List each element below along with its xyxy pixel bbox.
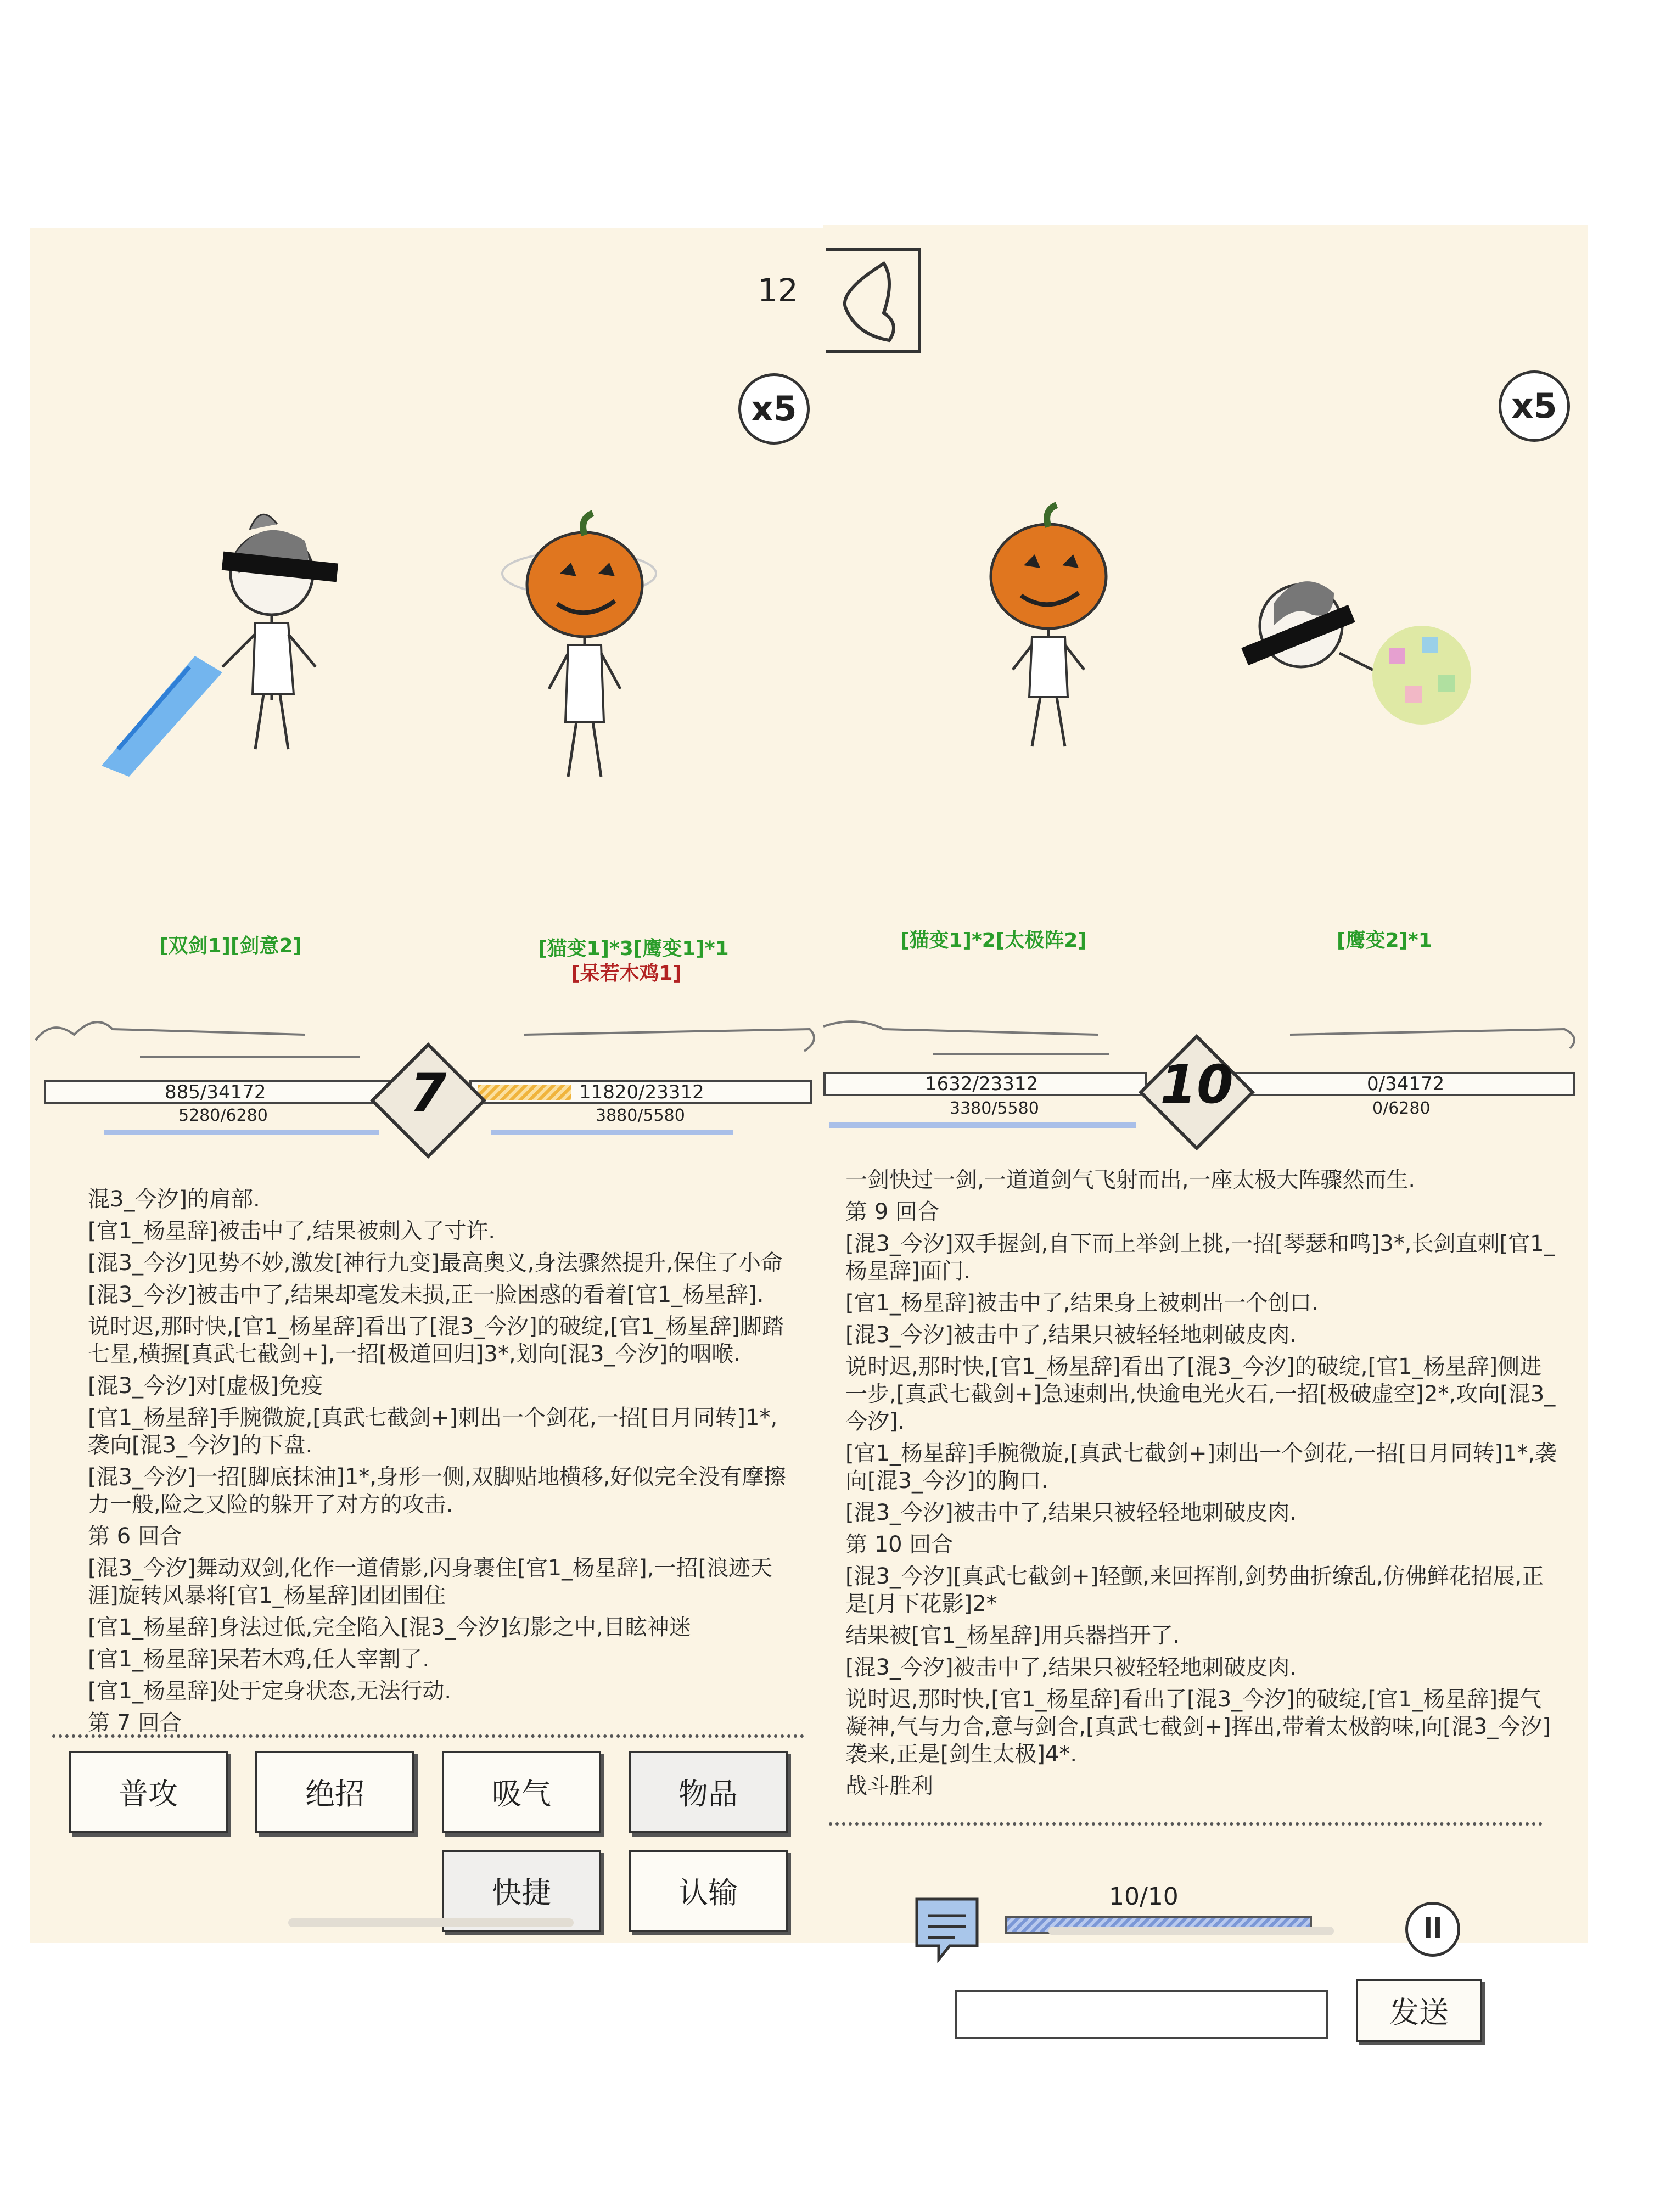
log-line: [官1_杨星辞]手腕微旋,[真武七截剑+]刺出一个剑花,一招[日月同转]1*,袭向[混3_今汐]的胸口. — [845, 1441, 1557, 1494]
breathe-button[interactable]: 吸气 — [442, 1751, 601, 1833]
log-line: [混3_今汐]舞动双剑,化作一道倩影,闪身裹住[官1_杨星辞],一招[浪迹天涯]旋转风暴将[官1_杨星辞]团团围住 — [88, 1556, 773, 1608]
left-hp-text: 1632/23312 — [925, 1073, 1039, 1095]
shortcut-button[interactable]: 快捷 — [442, 1850, 601, 1932]
log-line: 说时迟,那时快,[官1_杨星辞]看出了[混3_今汐]的破绽,[官1_杨星辞]脚踏七星,横握[真武七截剑+],一招[极道回归]3*,划向[混3_今汐]的咽喉. — [88, 1314, 784, 1367]
log-line: 一剑快过一剑,一道道剑气飞射而出,一座太极大阵骤然而生. — [845, 1167, 1416, 1193]
right-fighter-debuff: [呆若木鸡1] — [571, 962, 682, 985]
turn-counter: 12 — [758, 272, 798, 309]
pause-icon[interactable]: ll — [1405, 1902, 1460, 1957]
log-line: [混3_今汐]被击中了,结果只被轻轻地刺破皮肉. — [845, 1500, 1297, 1525]
home-indicator — [288, 1918, 574, 1927]
left-mp-text: 5280/6280 — [178, 1106, 268, 1125]
battle-log — [88, 1186, 790, 1741]
chat-bubble-icon[interactable] — [911, 1894, 983, 1965]
progress-label: 10/10 — [1109, 1883, 1179, 1911]
log-line: [官1_杨星辞]被击中了,结果身上被刺出一个创口. — [845, 1290, 1319, 1316]
back-arrow-icon[interactable] — [823, 247, 928, 357]
fighter-defeated-figure — [1241, 554, 1471, 752]
right-fighter-status: [鹰变2]*1 — [1337, 929, 1432, 952]
log-line: 结果被[官1_杨星辞]用兵器挡开了. — [845, 1623, 1180, 1648]
battle-screen-left — [30, 228, 823, 1943]
left-mp-bar — [829, 1122, 1136, 1128]
log-line: [混3_今汐]一招[脚底抹油]1*,身形一侧,双脚贴地横移,好似完全没有摩擦力一般,险之又险的躲开了对方的攻击. — [88, 1464, 786, 1517]
log-line: 说时迟,那时快,[官1_杨星辞]看出了[混3_今汐]的破绽,[官1_杨星辞]侧进一步,[真武七截剑+]急速刺出,快逾电光火石,一招[极破虚空]2*,攻向[混3_今汐]. — [845, 1354, 1556, 1434]
log-line: 第 9 回合 — [845, 1199, 939, 1225]
right-hp-fill — [478, 1085, 571, 1100]
left-hp-text: 885/34172 — [165, 1081, 266, 1103]
log-line: [混3_今汐]双手握剑,自下而上举剑上挑,一招[琴瑟和鸣]3*,长剑直刺[官1_杨星辞]面门. — [845, 1231, 1555, 1284]
right-mp-text: 0/6280 — [1372, 1099, 1431, 1118]
log-line: [混3_今汐]被击中了,结果只被轻轻地刺破皮肉. — [845, 1655, 1297, 1680]
fighter-swordswoman-figure — [96, 491, 382, 799]
log-line: [混3_今汐][真武七截剑+]轻颤,来回挥削,剑势曲折缭乱,仿佛鲜花招展,正是[月下花影]2* — [845, 1564, 1544, 1616]
log-line: 说时迟,那时快,[官1_杨星辞]看出了[混3_今汐]的破绽,[官1_杨星辞]提气凝神,气与力合,意与剑合,[真武七截剑+]挥出,带着太极韵味,向[混3_今汐]袭来,正是[剑生太极]4*. — [845, 1687, 1551, 1767]
log-line: [混3_今汐]被击中了,结果却毫发未损,正一脸困惑的看着[官1_杨星辞]. — [88, 1282, 764, 1307]
log-line: [混3_今汐]见势不妙,激发[神行九变]最高奥义,身法骤然提升,保住了小命 — [88, 1250, 783, 1276]
left-fighter-status: [双剑1][剑意2] — [159, 935, 302, 957]
log-line: [混3_今汐]被击中了,结果只被轻轻地刺破皮肉. — [845, 1322, 1297, 1348]
fighter-pumpkin-figure — [961, 505, 1136, 752]
log-line: [官1_杨星辞]呆若木鸡,任人宰割了. — [88, 1647, 430, 1672]
log-line: [官1_杨星辞]被击中了,结果被刺入了寸许. — [88, 1219, 496, 1244]
speed-toggle-button[interactable]: x5 — [738, 373, 810, 445]
round-number: 10 — [1160, 1054, 1233, 1115]
right-hp-text: 0/34172 — [1367, 1073, 1445, 1095]
log-line: [官1_杨星辞]身法过低,完全陷入[混3_今汐]幻影之中,目眩神迷 — [88, 1615, 691, 1640]
left-fighter-status: [猫变1]*2[太极阵2] — [900, 929, 1087, 952]
speed-toggle-button[interactable]: x5 — [1499, 370, 1570, 442]
log-line: 第 10 回合 — [845, 1532, 954, 1557]
home-indicator — [1048, 1927, 1334, 1935]
left-mp-text: 3380/5580 — [950, 1099, 1039, 1118]
log-line: [混3_今汐]对[虚极]免疫 — [88, 1373, 323, 1399]
right-mp-bar — [491, 1130, 733, 1135]
log-divider — [52, 1734, 804, 1738]
left-mp-bar — [104, 1130, 379, 1135]
log-divider — [829, 1822, 1543, 1826]
round-number: 7 — [410, 1062, 447, 1124]
attack-button[interactable]: 普攻 — [69, 1751, 228, 1833]
battle-screen-right — [823, 225, 1588, 2030]
battle-log — [845, 1166, 1559, 1804]
log-line: 混3_今汐]的肩部. — [88, 1187, 260, 1212]
chat-input[interactable] — [955, 1990, 1328, 2039]
right-fighter-status: [猫变1]*3[鹰变1]*1 — [538, 937, 729, 960]
log-line: 第 7 回合 — [88, 1710, 182, 1736]
right-mp-text: 3880/5580 — [596, 1106, 685, 1125]
log-line: [官1_杨星辞]手腕微旋,[真武七截剑+]刺出一个剑花,一招[日月同转]1*,袭向[混3_今汐]的下盘. — [88, 1405, 778, 1458]
surrender-button[interactable]: 认输 — [629, 1850, 788, 1932]
log-line: [官1_杨星辞]处于定身状态,无法行动. — [88, 1678, 452, 1704]
ultimate-button[interactable]: 绝招 — [255, 1751, 414, 1833]
send-button[interactable]: 发送 — [1356, 1979, 1482, 2042]
log-line: 第 6 回合 — [88, 1524, 182, 1549]
items-button[interactable]: 物品 — [629, 1751, 788, 1833]
right-hp-text: 11820/23312 — [579, 1081, 704, 1103]
fighter-pumpkin-figure — [497, 513, 672, 799]
log-line: 战斗胜利 — [845, 1773, 933, 1799]
